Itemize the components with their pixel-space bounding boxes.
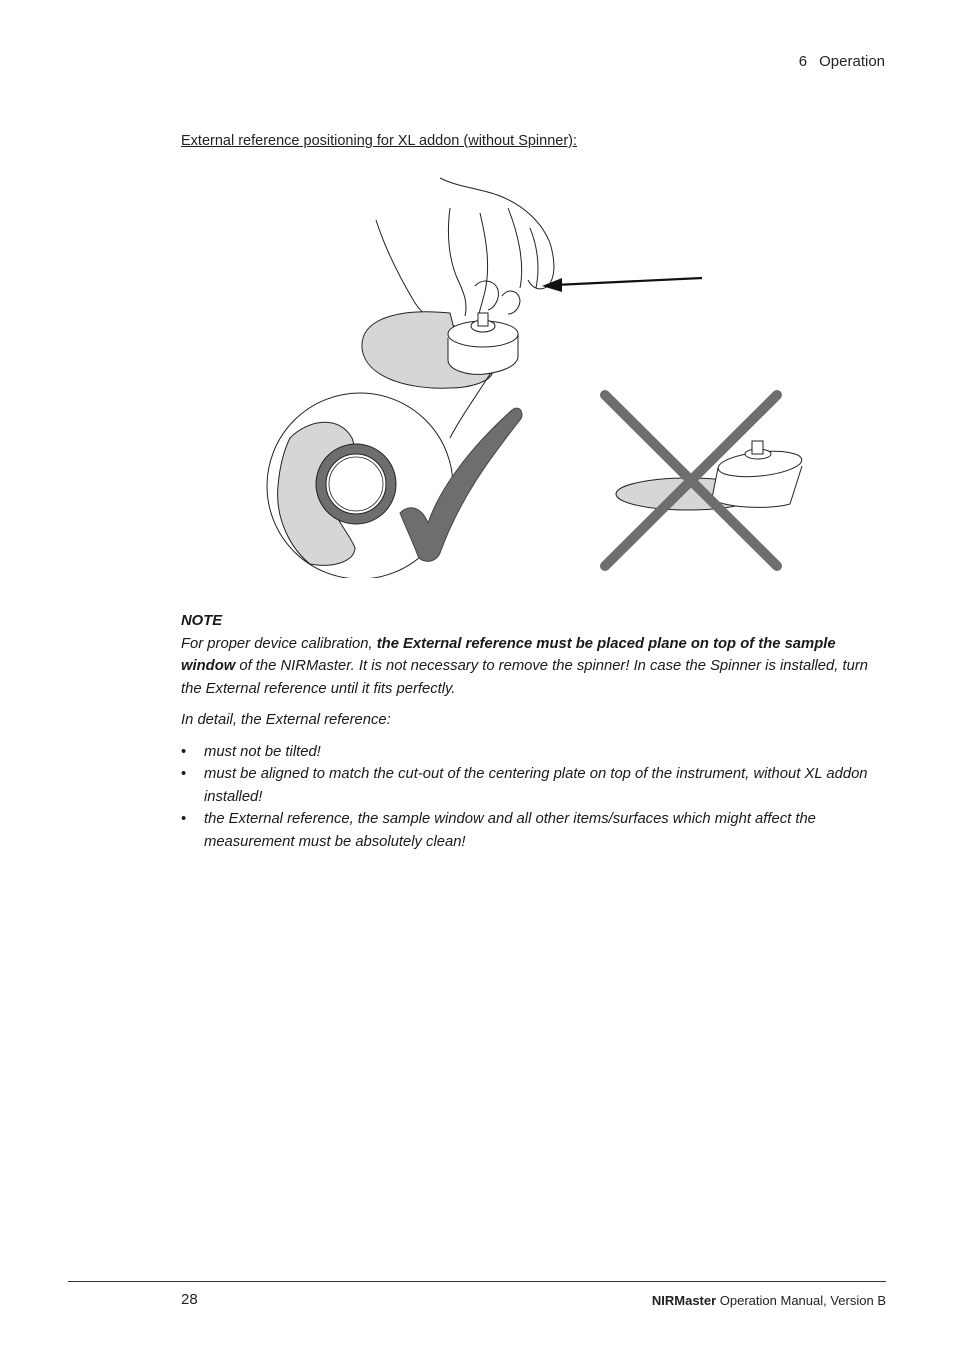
figure-caption: External reference positioning for XL addon (without Spinner): bbox=[181, 133, 578, 149]
reference-puck bbox=[448, 313, 518, 374]
detail-intro: In detail, the External reference: bbox=[181, 712, 391, 728]
note-title: NOTE bbox=[181, 613, 223, 629]
note-text-prefix: For proper device calibration, bbox=[181, 635, 377, 652]
chapter-title: Operation bbox=[819, 53, 885, 70]
note-text-emphasis: the External reference must be placed plane on top of the sample window bbox=[181, 635, 836, 674]
page-number: 28 bbox=[181, 1291, 198, 1308]
note-paragraph bbox=[181, 633, 881, 701]
footer-divider bbox=[68, 1281, 886, 1282]
bullet-icon: • bbox=[181, 743, 187, 760]
bullet-icon: • bbox=[181, 766, 187, 782]
chapter-number: 6 bbox=[798, 53, 808, 70]
manual-version: Operation Manual, Version B bbox=[716, 1293, 886, 1308]
hand-illustration bbox=[376, 178, 554, 326]
reference-placement-illustration bbox=[250, 168, 830, 578]
note-section bbox=[181, 610, 881, 853]
bullet-icon: • bbox=[181, 811, 187, 827]
running-header bbox=[799, 53, 885, 70]
product-name: NIRMaster bbox=[651, 1293, 717, 1308]
list-item: • the External reference, the sample window and all other items/surfaces which might affect the measurement must be absolutely clean! bbox=[181, 808, 881, 853]
list-item: • must be aligned to match the cut-out of the centering plate on top of the instrument, without XL addon installed! bbox=[181, 763, 881, 808]
requirements-list bbox=[181, 741, 881, 854]
list-item: • must not be tilted! bbox=[181, 741, 881, 764]
note-text-suffix: of the NIRMaster. It is not necessary to remove the spinner! In case the Spinner is installed, turn the External reference until it fits perfectly. bbox=[181, 658, 868, 697]
arrow-icon bbox=[542, 278, 702, 292]
footer-document-title bbox=[652, 1293, 886, 1308]
